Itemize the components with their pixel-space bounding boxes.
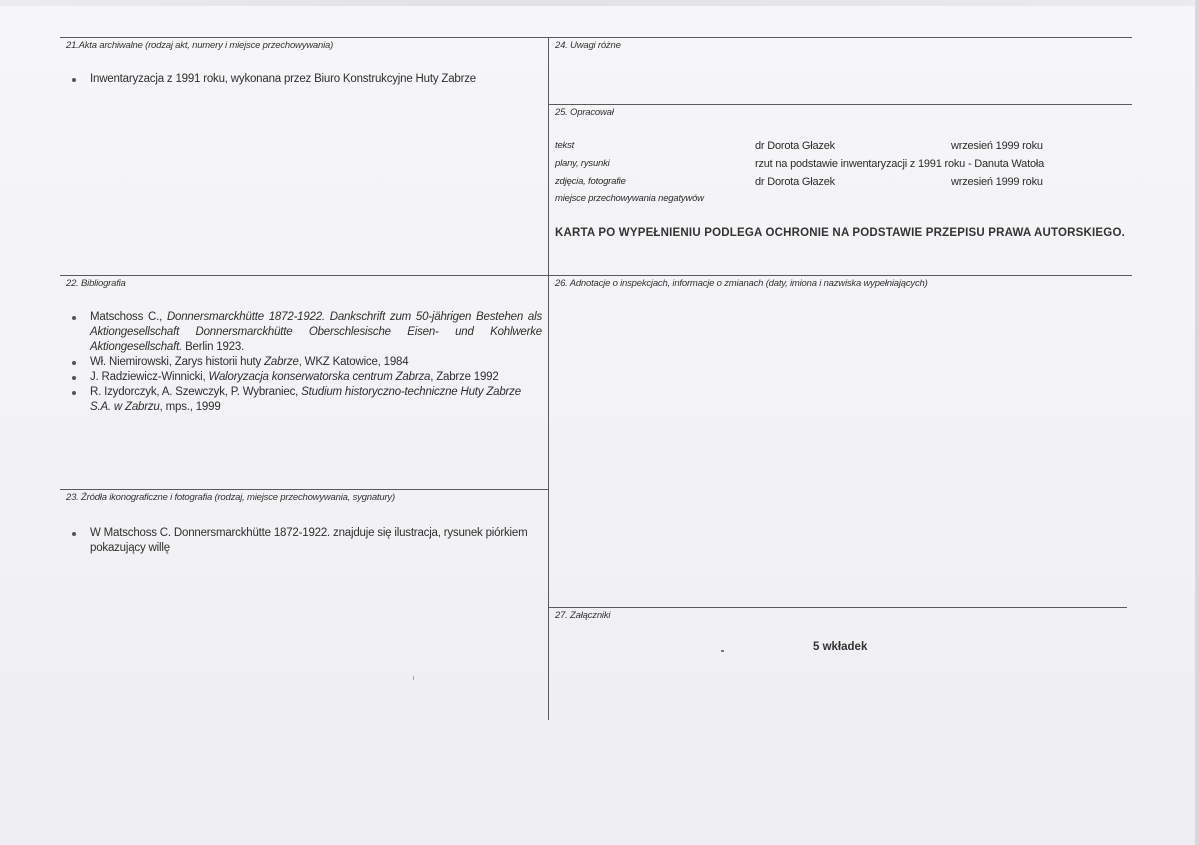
bib-author: Matschoss C., [90, 311, 167, 323]
bib-author: R. Izydorczyk, A. Szewczyk, P. Wybraniec, [90, 386, 302, 398]
copyright-notice: KARTA PO WYPEŁNIENIU PODLEGA OCHRONIE NA PODSTAWIE PRZEPISU PRAWA AUTORSKIEGO. [555, 227, 1125, 239]
rule-21-22 [60, 275, 1132, 276]
bib-publication: , Zabrze 1992 [430, 371, 499, 383]
bib-author: Wł. Niemirowski, Zarys historii huty [90, 356, 265, 368]
bib-title: Studium historyczno-techniczne Huty Zabrze S.A. w Zabrzu [90, 386, 521, 413]
bibliography-item [66, 385, 542, 415]
section-23-label: 23. Źródła ikonograficzne i fotografia (rodzaj, miejsce przechowywania, sygnatury) [66, 492, 395, 503]
paper-right-edge [1195, 0, 1199, 845]
section-21-list [66, 72, 536, 87]
section-26-label: 26. Adnotacje o inspekcjach, informacje o zmianach (daty, imiona i nazwiska wypełniających) [555, 278, 928, 289]
credit-value: dr Dorota Głazek [755, 140, 835, 152]
bib-publication: , mps., 1999 [159, 401, 221, 413]
top-rule [60, 37, 1132, 38]
bibliography-item [66, 355, 542, 370]
section-27-label: 27. Załączniki [555, 610, 611, 621]
section-24-label: 24. Uwagi różne [555, 40, 621, 51]
center-divider [548, 37, 549, 720]
list-item: W Matschoss C. Donnersmarckhütte 1872-1922. znajduje się ilustracja, rysunek piórkiem pokazujący willę [66, 526, 544, 556]
bib-title: Waloryzacja konserwatorska centrum Zabrza [208, 371, 431, 383]
list-item: Inwentaryzacja z 1991 roku, wykonana przez Biuro Konstrukcyjne Huty Zabrze [66, 72, 536, 87]
credit-key: plany, rysunki [555, 158, 610, 169]
bib-author: J. Radziewicz-Winnicki, [90, 371, 209, 383]
paper-top-edge [0, 0, 1199, 6]
credit-key: zdjęcia, fotografie [555, 176, 626, 187]
bib-publication: Berlin 1923. [182, 341, 245, 353]
rule-26-27 [549, 607, 1127, 608]
credit-date: wrzesień 1999 roku [951, 140, 1043, 152]
scan-speck [721, 650, 724, 652]
credit-value: rzut na podstawie inwentaryzacji z 1991 roku - Danuta Watoła [755, 158, 1045, 170]
credit-value: dr Dorota Głazek [755, 176, 835, 188]
bibliography-item [66, 370, 542, 385]
bibliography-item [66, 310, 542, 355]
attachments-value: 5 wkładek [813, 641, 868, 653]
section-25-label: 25. Opracował [555, 107, 614, 118]
scan-speck [413, 676, 414, 680]
bib-publication: , WKZ Katowice, 1984 [298, 356, 409, 368]
section-23-list [66, 526, 544, 556]
section-22-label: 22. Bibliografia [66, 278, 126, 289]
credit-key: tekst [555, 140, 575, 151]
rule-24-25 [549, 104, 1132, 105]
bib-title: Donnersmarckhütte 1872-1922. Dankschrift zum 50-jährigen Bestehen als Aktiongesellschaft Donnersmarckhütte Oberschlesische Eisen- und Kohlwerke Aktiongesellschaft. [90, 311, 542, 353]
credit-key: miejsce przechowywania negatywów [555, 193, 704, 204]
bibliography-list [66, 310, 542, 415]
bib-title: Zabrze [264, 356, 299, 368]
section-21-label: 21.Akta archiwalne (rodzaj akt, numery i miejsce przechowywania) [66, 40, 334, 51]
credit-date: wrzesień 1999 roku [951, 176, 1043, 188]
rule-22-23 [60, 489, 549, 490]
